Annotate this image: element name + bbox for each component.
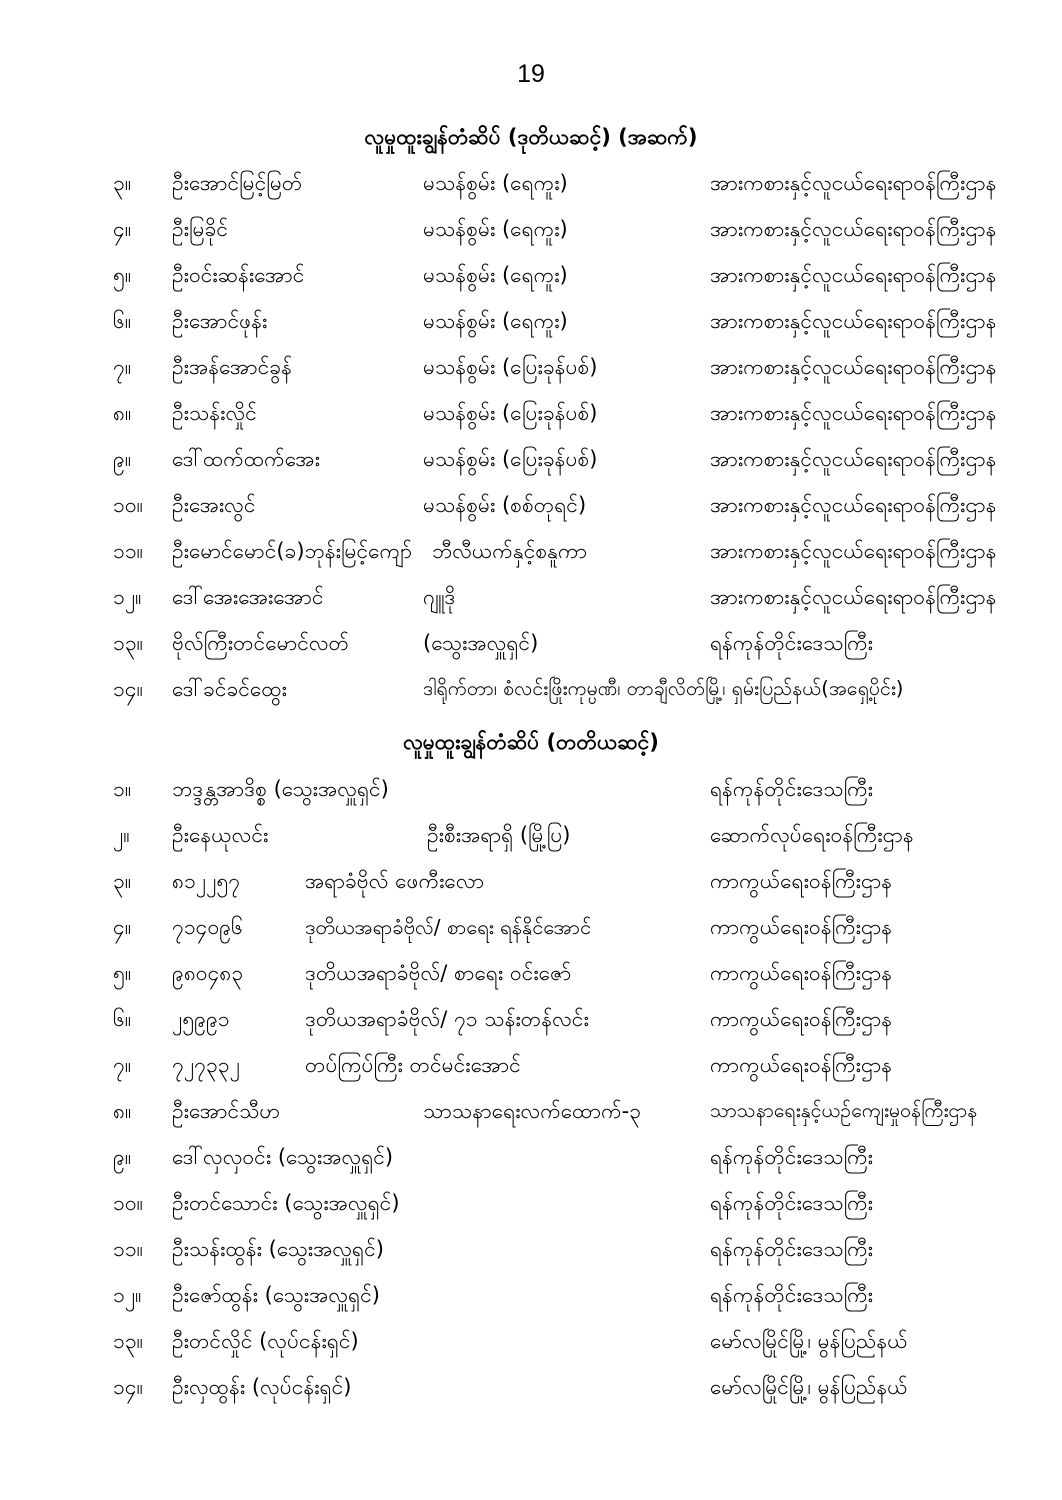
- item-number: ၆။: [113, 309, 132, 333]
- item-number: ၅။: [113, 961, 132, 985]
- recipient-description: မသန်စွမ်း (ပြေးခုန်ပစ်): [423, 355, 598, 379]
- item-number: ၁၀။: [113, 493, 143, 517]
- recipient-description: မသန်စွမ်း (ပြေးခုန်ပစ်): [423, 401, 598, 425]
- recipient-rank-name: တပ်ကြပ်ကြီး တင်မင်းအောင်: [305, 1053, 521, 1077]
- recipient-organization: မော်လမြိုင်မြို့၊ မွန်ပြည်နယ်: [710, 1329, 908, 1353]
- item-number: ၈။: [113, 401, 132, 425]
- recipient-name: ဦးဝင်းဆန်းအောင်: [172, 263, 305, 287]
- recipient-organization: ရန်ကုန်တိုင်းဒေသကြီး: [710, 1283, 874, 1307]
- recipient-name: ဦးအေးလွင်: [172, 493, 256, 517]
- service-number: ၇၂၇၃၃၂: [172, 1053, 240, 1077]
- recipient-organization: အားကစားနှင့်လူငယ်ရေးရာဝန်ကြီးဌာန: [710, 447, 997, 471]
- recipient-name: ဦးအောင်သီဟ: [172, 1099, 280, 1123]
- recipient-organization: အားကစားနှင့်လူငယ်ရေးရာဝန်ကြီးဌာန: [710, 309, 997, 333]
- item-number: ၈။: [113, 1099, 132, 1123]
- recipient-rank-name: ဒုတိယအရာခံဗိုလ်/ စာရေး ရန်နိုင်အောင်: [305, 915, 592, 939]
- recipient-organization: ရန်ကုန်တိုင်းဒေသကြီး: [710, 1237, 874, 1261]
- recipient-name: ဦးတင်သောင်း (သွေးအလှူရှင်): [172, 1191, 400, 1215]
- recipient-position: ဦးစီးအရာရှိ (မြို့ပြ): [427, 823, 571, 847]
- item-number: ၂။: [113, 823, 130, 847]
- recipient-name: ဦးမောင်မောင်(ခ)ဘုန်းမြင့်ကျော်: [172, 539, 413, 563]
- page-number: 19: [517, 60, 545, 88]
- service-number: ၇၁၄၀၉၆: [172, 915, 243, 939]
- recipient-description: မသန်စွမ်း (ရေကူး): [423, 263, 568, 287]
- recipient-name: ဦးမြခိုင်: [172, 217, 228, 241]
- item-number: ၁၃။: [113, 1329, 143, 1353]
- recipient-description: မသန်စွမ်း (စစ်တုရင်): [423, 493, 587, 517]
- recipient-organization: ကာကွယ်ရေးဝန်ကြီးဌာန: [710, 1053, 893, 1077]
- recipient-name: ဦးအောင်မြင့်မြတ်: [172, 171, 303, 195]
- recipient-name: ဦးအန်အောင်ခွန်: [172, 355, 292, 379]
- item-number: ၃။: [113, 869, 132, 893]
- recipient-name: ဦးတင်လှိုင် (လုပ်ငန်းရှင်): [172, 1329, 359, 1353]
- recipient-organization: ရန်ကုန်တိုင်းဒေသကြီး: [710, 1145, 874, 1169]
- item-number: ၁၂။: [113, 1283, 142, 1307]
- recipient-name: ဦးသန်းထွန်း (သွေးအလှူရှင်): [172, 1237, 384, 1261]
- item-number: ၁၄။: [113, 677, 143, 701]
- recipient-name: ဦးသန်းလှိုင်: [172, 401, 257, 425]
- recipient-name: ဒေါ်အေးအေးအောင်: [172, 585, 324, 609]
- item-number: ၁၂။: [113, 585, 142, 609]
- item-number: ၁။: [113, 777, 132, 801]
- item-number: ၆။: [113, 1007, 132, 1031]
- section-heading-second-class: လူမှုထူးချွန်တံဆိပ် (ဒုတိယဆင့်) (အဆက်): [364, 125, 698, 149]
- service-number: ၉၈၀၄၈၃: [172, 961, 244, 985]
- recipient-name: ဒေါ်လှလှဝင်း (သွေးအလှူရှင်): [172, 1145, 394, 1169]
- recipient-rank-name: ဒုတိယအရာခံဗိုလ်/ ၇၁ သန်းတန်လင်း: [305, 1007, 589, 1031]
- recipient-organization: အားကစားနှင့်လူငယ်ရေးရာဝန်ကြီးဌာန: [710, 585, 997, 609]
- recipient-description: ဘီလီယက်နှင့်စနူကာ: [432, 539, 588, 563]
- recipient-description: မသန်စွမ်း (ရေကူး): [423, 171, 568, 195]
- recipient-description: ဒါရိုက်တာ၊ စံလင်းဖြိုးကုမ္ပဏီ၊ တာချီလိတ်မြို့၊ ရှမ်းပြည်နယ်(အရှေ့ပိုင်း): [423, 677, 904, 700]
- recipient-name: ဘဒ္ဒန္တအာဒိစ္စ (သွေးအလှူရှင်): [172, 777, 389, 801]
- recipient-organization: ကာကွယ်ရေးဝန်ကြီးဌာန: [710, 869, 893, 893]
- recipient-organization: အားကစားနှင့်လူငယ်ရေးရာဝန်ကြီးဌာန: [710, 263, 997, 287]
- service-number: ၂၅၉၉၁: [172, 1007, 230, 1031]
- item-number: ၁၃။: [113, 631, 143, 655]
- item-number: ၇။: [113, 355, 132, 379]
- recipient-organization: အားကစားနှင့်လူငယ်ရေးရာဝန်ကြီးဌာန: [710, 493, 997, 517]
- recipient-organization: ကာကွယ်ရေးဝန်ကြီးဌာန: [710, 915, 893, 939]
- recipient-name: ဦးလှထွန်း (လုပ်ငန်းရှင်): [172, 1375, 352, 1399]
- recipient-name: ဦးနေယုလင်း: [172, 823, 269, 847]
- recipient-description: ဂျူဒို: [423, 585, 456, 609]
- recipient-description: မသန်စွမ်း (ရေကူး): [423, 309, 568, 333]
- recipient-organization: အားကစားနှင့်လူငယ်ရေးရာဝန်ကြီးဌာန: [710, 217, 997, 241]
- recipient-description: မသန်စွမ်း (ရေကူး): [423, 217, 568, 241]
- item-number: ၅။: [113, 263, 132, 287]
- recipient-organization: ဆောက်လုပ်ရေးဝန်ကြီးဌာန: [710, 823, 914, 847]
- item-number: ၃။: [113, 171, 132, 195]
- recipient-organization: အားကစားနှင့်လူငယ်ရေးရာဝန်ကြီးဌာန: [710, 539, 997, 563]
- recipient-organization: သာသနာရေးနှင့်ယဉ်ကျေးမှုဝန်ကြီးဌာန: [710, 1099, 978, 1122]
- recipient-description: (သွေးအလှူရှင်): [423, 631, 539, 655]
- item-number: ၉။: [113, 447, 132, 471]
- item-number: ၁၁။: [113, 1237, 143, 1261]
- recipient-position: သာသနာရေးလက်ထောက်-၃: [423, 1099, 642, 1123]
- item-number: ၇။: [113, 1053, 132, 1077]
- recipient-name: ဗိုလ်ကြီးတင်မောင်လတ်: [172, 631, 350, 655]
- recipient-organization: အားကစားနှင့်လူငယ်ရေးရာဝန်ကြီးဌာန: [710, 171, 997, 195]
- recipient-name: ဒေါ်ထက်ထက်အေး: [172, 447, 320, 471]
- recipient-organization: အားကစားနှင့်လူငယ်ရေးရာဝန်ကြီးဌာန: [710, 401, 997, 425]
- recipient-organization: ကာကွယ်ရေးဝန်ကြီးဌာန: [710, 961, 893, 985]
- service-number: ၈၁၂၂၅၇: [172, 869, 241, 893]
- recipient-description: မသန်စွမ်း (ပြေးခုန်ပစ်): [423, 447, 598, 471]
- recipient-name: ဦးဇော်ထွန်း (သွေးအလှူရှင်): [172, 1283, 380, 1307]
- recipient-name: ဦးအောင်ဖုန်း: [172, 309, 268, 333]
- recipient-rank-name: ဒုတိယအရာခံဗိုလ်/ စာရေး ဝင်းဇော်: [305, 961, 572, 985]
- item-number: ၄။: [113, 915, 132, 939]
- item-number: ၁၀။: [113, 1191, 143, 1215]
- recipient-organization: ရန်ကုန်တိုင်းဒေသကြီး: [710, 631, 874, 655]
- recipient-organization: မော်လမြိုင်မြို့၊ မွန်ပြည်နယ်: [710, 1375, 908, 1399]
- item-number: ၁၁။: [113, 539, 143, 563]
- item-number: ၄။: [113, 217, 132, 241]
- item-number: ၉။: [113, 1145, 132, 1169]
- recipient-organization: ကာကွယ်ရေးဝန်ကြီးဌာန: [710, 1007, 893, 1031]
- item-number: ၁၄။: [113, 1375, 143, 1399]
- recipient-organization: ရန်ကုန်တိုင်းဒေသကြီး: [710, 777, 874, 801]
- recipient-organization: အားကစားနှင့်လူငယ်ရေးရာဝန်ကြီးဌာန: [710, 355, 997, 379]
- recipient-organization: ရန်ကုန်တိုင်းဒေသကြီး: [710, 1191, 874, 1215]
- recipient-rank-name: အရာခံဗိုလ် ဖေကီးလော: [305, 869, 485, 893]
- recipient-name: ဒေါ်ခင်ခင်ထွေး: [172, 677, 287, 701]
- section-heading-third-class: လူမှုထူးချွန်တံဆိပ် (တတိယဆင့်): [403, 730, 659, 754]
